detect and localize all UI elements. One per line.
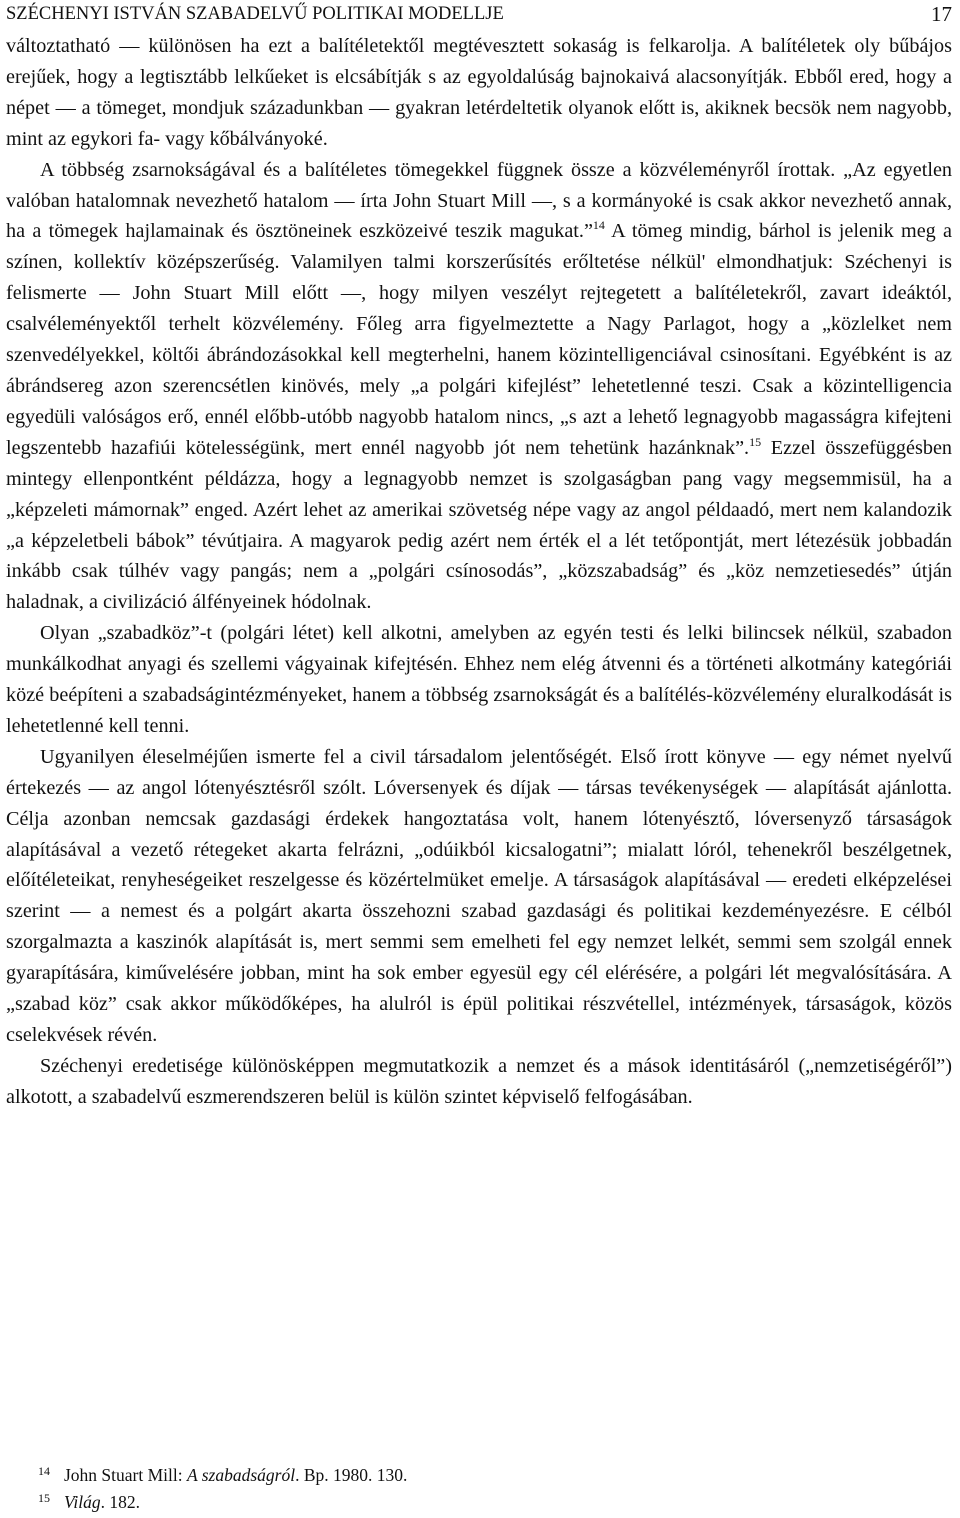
page-number: 17 <box>931 2 952 26</box>
footnote-number: 14 <box>38 1464 50 1478</box>
footnote-text-rest: . 182. <box>100 1492 140 1512</box>
body-text <box>6 31 952 1113</box>
paragraph-2 <box>6 155 952 619</box>
footnote-text: John Stuart Mill: <box>64 1465 187 1485</box>
footnote-15 <box>38 1489 952 1516</box>
footnote-ref-15[interactable]: 15 <box>749 434 762 449</box>
paragraph-5: Széchenyi eredetisége különösképpen megmutatkozik a nemzet és a mások identitásáról („nemzetiségéről”) alkotott, a szabadelvű eszmerendszeren belül is külön szintet képviselő felfogásában. <box>6 1054 952 1108</box>
footnotes <box>38 1462 952 1516</box>
paragraph-1: változtatható — különösen ha ezt a balítéletektől megtévesztett sokaság is felkarolja. A balítéletek oly bűbájos erejűek, hogy a legtisztább lelkűeket is elcsábítják s az egyoldalúság bajnokaivá alacsonyítják. Ebből ered, hogy a népet — a tömeget, mondjuk századunkban — gyakran letérdeltetik olyanok előtt is, akiknek becsök nem nagyobb, mint az egykori fa- vagy kőbálványoké. <box>6 35 952 150</box>
paragraph-2-part-1: A többség zsarnokságával és a balítéletes tömegekkel függnek össze a közvéleményről írottak. „Az egyetlen valóban hatalomnak nevezhető hatalom — írta John Stuart Mill —, s a kormányoké is csak akkor nevezhető annak, ha a tömegek hajlamainak és ösztöneinek eszközeivé teszik magukat.” <box>6 158 952 243</box>
footnote-14 <box>38 1462 952 1489</box>
footnote-ref-14[interactable]: 14 <box>592 218 605 233</box>
footnote-text-rest: . Bp. 1980. 130. <box>295 1465 408 1485</box>
footnote-number: 15 <box>38 1491 50 1505</box>
paragraph-2-part-2: A tömeg mindig, bárhol is jelenik meg a színen, kollektív középszerűség. Valamilyen talmi korszerűsítés erőltetése nélkül' elmondhatjuk: Széchenyi is felismerte — John Stuart Mill előtt —, hogy milyen veszélyt rejtegetett a balítéletekről, zavart ideáktól, csalvéleményektől terhelt közvélemény. Főleg arra figyelmeztette a Nagy Parlagot, hogy a „közlelket nem szenvedélyekkel, költői ábrándozásokkal kell megterhelni, hanem közintelligenciával csinosítani. Egyébként is az ábrándsereg azon szerencsétlen kinövés, mely „a polgári kifejlést” lehetetlenné teszi. Csak a közintelligencia egyedüli valóságos erő, ennél előbb-utóbb nagyobb hatalom nincs, „s azt a lehető legnagyobb magasságra kifejteni legszentebb hazafiúi kötelességünk, mert ennél nagyobb jót nem tehetünk hazánknak”. <box>6 220 953 459</box>
footnote-book-title: A szabadságról <box>187 1465 296 1485</box>
paragraph-4: Ugyanilyen éleselméjűen ismerte fel a civil társadalom jelentőségét. Első írott könyve — egy német nyelvű értekezés — az angol lótenyésztésről szólt. Lóversenyek és díjak — társas tevékenységek — alapítását ajánlotta. Célja azonban nemcsak gazdasági érdekek hangoztatása volt, hanem lótenyésztő, lóversenyző társaságok alapításával a vezető rétegeket akarta felrázni, „odúikból kicsalogatni”; mialatt lóról, tehenekről beszélgetnek, előítéleteikat, renyheségeiket reszelgesse és közértelmüket emelje. A társaságok alapításával — eredeti elképzelései szerint — a nemest és a polgárt akarta összehozni szabad gazdasági és politikai kezdeményezésre. E célból szorgalmazta a kaszinók alapítását is, mert semmi sem emelheti fel egy nemzet lelkét, semmi sem szolgál ennek gyarapítására, kiművelésére jobban, mint ha sok ember egyesül egy cél elérésére, a polgári lét megvalósítására. A „szabad köz” csak akkor működőképes, ha alulról is épül politikai részvétellel, intézmények, társaságok, közös cselekvések révén. <box>6 745 952 1046</box>
footnote-book-title: Világ <box>64 1492 101 1512</box>
paragraph-2-part-3: Ezzel összefüggésben mintegy ellenpontként példázza, hogy a legnagyobb nemzet is szolgaságban pang vagy megsemmisül, ha a „képzeleti mámornak” enged. Azért lehet az amerikai szövetség népe vagy az angol példaadó, mert nem kalandozik „a képzeletbeli bábok” tévútjaira. A magyarok pedig azért nem érték el a lét tetőpontját, mert létezésük jobbadán inkább csak túlhév vagy pangás; nem a „polgári csínosodás”, „közszabadság” és „köz nemzetiesedés” útján haladnak, a civilizáció álfényeinek hódolnak. <box>6 436 952 614</box>
paragraph-3: Olyan „szabadköz”-t (polgári létet) kell alkotni, amelyben az egyén testi és lelki bilincsek nélkül, szabadon munkálkodhat anyagi és szellemi vágyainak kifejtésén. Ehhez nem elég átvenni és a történeti alkotmány kategóriái közé beépíteni a szabadságintézményeket, hanem a többség zsarnokságát és a balítélés-közvélemény eluralkodását is lehetetlenné kell tenni. <box>6 622 952 737</box>
running-title: SZÉCHENYI ISTVÁN SZABADELVŰ POLITIKAI MODELLJE <box>6 4 504 24</box>
running-header <box>6 3 952 25</box>
